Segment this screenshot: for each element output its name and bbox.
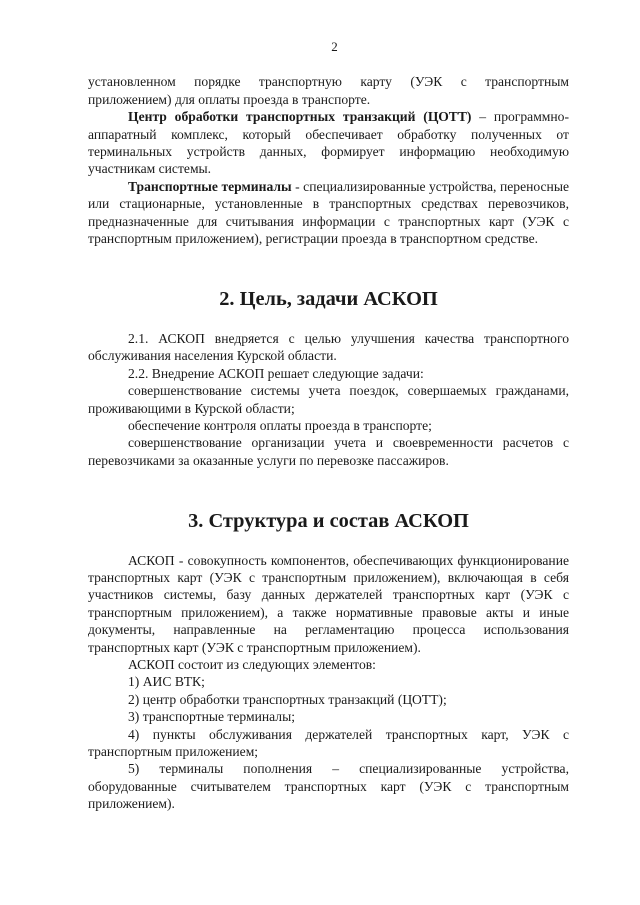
document-page [88,38,569,813]
term-cott: Центр обработки транспортных транзакций (ЦОТТ) [128,109,472,125]
list-item: 2) центр обработки транспортных транзакций (ЦОТТ); [128,691,447,707]
intro-paragraph-1-line-1: установленном порядке транспортную карту (УЭК с транспортным [88,74,569,90]
section-2-task-2: обеспечение контроля оплаты проезда в транспорте; [128,417,432,433]
section-2-paragraph-2: 2.2. Внедрение АСКОП решает следующие задачи: [128,365,424,381]
section-2-paragraph-1: 2.1. АСКОП внедряется с целью улучшения качества транспортного обслуживания населения Курской области. [88,330,569,364]
section-3-paragraph-2: АСКОП состоит из следующих элементов: [128,656,376,672]
definition-cott [88,108,569,178]
list-item: 1) АИС ВТК; [128,674,205,690]
list-item: 4) пункты обслуживания держателей транспортных карт, УЭК с транспортным приложением; [88,726,569,759]
section-2-task-3: совершенствование организации учета и своевременности расчетов с перевозчиками за оказанные услуги по перевозке пассажиров. [88,435,569,468]
section-3-paragraph-1: АСКОП - совокупность компонентов, обеспечивающих функционирование транспортных карт (УЭК с транспортным приложением), включающая в себя участников системы, базу данных держателей транспортных карт (УЭК с транспортным приложением), а также нормативные правовые акты и иные документы, направленные на регламентацию процесса использования транспортных карт (УЭК с транспортным приложением). [88,552,569,655]
term-terminals: Транспортные терминалы [128,178,292,194]
list-item: 5) терминалы пополнения – специализированные устройства, оборудованные считывателем транспортных карт (УЭК с транспортным приложением). [88,761,569,812]
section-2-heading: 2. Цель, задачи АСКОП [219,288,438,311]
definition-cott-text: – программно-аппаратный комплекс, который обеспечивает обработку полученных от терминальных устройств данных, формирует информацию необходимую участникам системы. [88,109,569,177]
list-item: 3) транспортные терминалы; [128,709,296,725]
intro-paragraph-1-line-2: приложением) для оплаты проезда в транспорте. [88,91,371,107]
page-number: 2 [331,39,338,54]
definition-terminals [88,178,569,248]
definition-terminals-text: - специализированные устройства, переносные или стационарные, установленные в транспортных средствах перевозчиков, предназначенные для считывания информации с транспортных карт (УЭК с транспортным приложением), регистрации проезда в транспортном средстве. [88,178,569,247]
section-3-heading: 3. Структура и состав АСКОП [188,510,469,533]
section-2-task-1: совершенствование системы учета поездок, совершаемых гражданами, проживающими в Курской области; [88,383,569,416]
